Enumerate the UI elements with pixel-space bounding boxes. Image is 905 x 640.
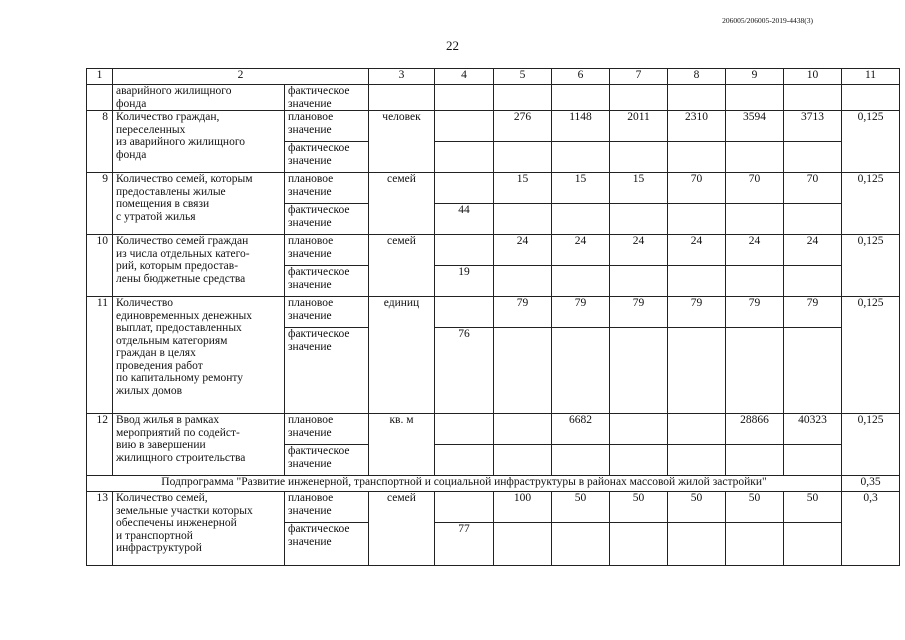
base-value: [435, 142, 494, 173]
unit: семей: [369, 235, 435, 297]
indicator-name: аварийного жилищного фонда: [113, 85, 285, 111]
plan-value: 79: [668, 297, 726, 328]
plan-value: 79: [726, 297, 784, 328]
plan-value: 40323: [784, 414, 842, 445]
weight: 0,3: [842, 492, 900, 566]
row-number: 13: [87, 492, 113, 566]
subprogram-weight: 0,35: [842, 476, 900, 492]
plan-value: 50: [784, 492, 842, 523]
plan-value: 79: [494, 297, 552, 328]
fact-value: [668, 204, 726, 235]
fact-value: [784, 85, 842, 111]
header-cell: 8: [668, 69, 726, 85]
plan-value: 24: [784, 235, 842, 266]
plan-value: 28866: [726, 414, 784, 445]
base-value: [435, 85, 494, 111]
unit: семей: [369, 173, 435, 235]
weight: 0,125: [842, 173, 900, 235]
unit: семей: [369, 492, 435, 566]
indicators-table: [86, 68, 900, 566]
fact-value: [552, 328, 610, 414]
fact-value: [610, 445, 668, 476]
fact-value: [668, 445, 726, 476]
plan-value: [610, 414, 668, 445]
fact-value: [494, 85, 552, 111]
fact-value: [784, 445, 842, 476]
plan-value: 79: [610, 297, 668, 328]
fact-value: [552, 204, 610, 235]
base-value: [435, 445, 494, 476]
header-cell: 9: [726, 69, 784, 85]
row-number: 11: [87, 297, 113, 414]
fact-value: [494, 204, 552, 235]
value-type: плановое значение: [285, 297, 369, 328]
plan-value: 2310: [668, 111, 726, 142]
fact-value: [784, 204, 842, 235]
value-type: плановое значение: [285, 492, 369, 523]
fact-value: [668, 142, 726, 173]
fact-value: [494, 142, 552, 173]
header-cell: 7: [610, 69, 668, 85]
value-type: фактическое значение: [285, 445, 369, 476]
base-value: [435, 414, 494, 445]
table-row: [87, 173, 900, 204]
base-value: [435, 492, 494, 523]
unit: человек: [369, 111, 435, 173]
unit: кв. м: [369, 414, 435, 476]
indicator-name: Количество семей, земельные участки которых обеспечены инженерной и транспортной инфраструктурой: [113, 492, 285, 566]
header-cell: 3: [369, 69, 435, 85]
plan-value: 50: [552, 492, 610, 523]
fact-value: [494, 445, 552, 476]
plan-value: 24: [726, 235, 784, 266]
fact-value: [784, 328, 842, 414]
table-row: [87, 85, 900, 111]
header-cell: 6: [552, 69, 610, 85]
page-number: 22: [446, 38, 459, 53]
row-number: [87, 85, 113, 111]
header-cell: 10: [784, 69, 842, 85]
fact-value: [784, 142, 842, 173]
plan-value: 24: [668, 235, 726, 266]
weight: 0,125: [842, 297, 900, 414]
fact-value: [610, 328, 668, 414]
row-number: 10: [87, 235, 113, 297]
fact-value: [726, 523, 784, 566]
value-type: плановое значение: [285, 111, 369, 142]
indicator-name: Ввод жилья в рамках мероприятий по содейст- вию в завершении жилищного строительства: [113, 414, 285, 476]
fact-value: [726, 445, 784, 476]
header-cell: 5: [494, 69, 552, 85]
value-type: фактическое значение: [285, 85, 369, 111]
fact-value: [726, 85, 784, 111]
fact-value: [494, 266, 552, 297]
fact-value: [784, 523, 842, 566]
base-value: 76: [435, 328, 494, 414]
plan-value: 3713: [784, 111, 842, 142]
weight: [842, 85, 900, 111]
value-type: фактическое значение: [285, 204, 369, 235]
value-type: плановое значение: [285, 173, 369, 204]
base-value: [435, 173, 494, 204]
table-row: [87, 492, 900, 523]
header-cell: 4: [435, 69, 494, 85]
fact-value: [552, 523, 610, 566]
plan-value: 24: [610, 235, 668, 266]
subprogram-title: Подпрограмма "Развитие инженерной, транспортной и социальной инфраструктуры в районах массовой жилой застройки": [87, 476, 842, 492]
header-row: [87, 69, 900, 85]
header-cell: 1: [87, 69, 113, 85]
unit: единиц: [369, 297, 435, 414]
fact-value: [610, 266, 668, 297]
plan-value: 15: [552, 173, 610, 204]
fact-value: [552, 85, 610, 111]
table-row: [87, 235, 900, 266]
value-type: фактическое значение: [285, 523, 369, 566]
indicator-name: Количество граждан, переселенных из аварийного жилищного фонда: [113, 111, 285, 173]
value-type: фактическое значение: [285, 266, 369, 297]
fact-value: [726, 266, 784, 297]
fact-value: [494, 328, 552, 414]
plan-value: 24: [494, 235, 552, 266]
value-type: плановое значение: [285, 414, 369, 445]
document-id: 206005/206005-2019-4438(3): [722, 16, 813, 25]
row-number: 9: [87, 173, 113, 235]
fact-value: [552, 142, 610, 173]
fact-value: [726, 328, 784, 414]
plan-value: 1148: [552, 111, 610, 142]
plan-value: 2011: [610, 111, 668, 142]
indicator-name: Количество семей, которым предоставлены жилые помещения в связи с утратой жилья: [113, 173, 285, 235]
fact-value: [668, 85, 726, 111]
value-type: плановое значение: [285, 235, 369, 266]
plan-value: 15: [494, 173, 552, 204]
fact-value: [610, 204, 668, 235]
fact-value: [610, 523, 668, 566]
plan-value: 50: [610, 492, 668, 523]
plan-value: 79: [784, 297, 842, 328]
fact-value: [668, 328, 726, 414]
indicator-name: Количество семей граждан из числа отдельных катего- рий, которым предостав- лены бюджетные средства: [113, 235, 285, 297]
indicator-name: Количество единовременных денежных выплат, предоставленных отдельным категориям граждан в целях проведения работ по капитальному ремонту жилых домов: [113, 297, 285, 414]
plan-value: 50: [726, 492, 784, 523]
plan-value: [668, 414, 726, 445]
plan-value: 70: [668, 173, 726, 204]
header-cell: 11: [842, 69, 900, 85]
fact-value: [668, 266, 726, 297]
fact-value: [610, 142, 668, 173]
plan-value: 70: [726, 173, 784, 204]
plan-value: 3594: [726, 111, 784, 142]
base-value: 44: [435, 204, 494, 235]
table-row: [87, 297, 900, 328]
value-type: фактическое значение: [285, 142, 369, 173]
weight: 0,125: [842, 235, 900, 297]
base-value: 19: [435, 266, 494, 297]
plan-value: 70: [784, 173, 842, 204]
plan-value: 50: [668, 492, 726, 523]
fact-value: [610, 85, 668, 111]
row-number: 12: [87, 414, 113, 476]
weight: 0,125: [842, 111, 900, 173]
fact-value: [552, 445, 610, 476]
value-type: фактическое значение: [285, 328, 369, 414]
fact-value: [726, 142, 784, 173]
fact-value: [494, 523, 552, 566]
fact-value: [726, 204, 784, 235]
row-number: 8: [87, 111, 113, 173]
base-value: 77: [435, 523, 494, 566]
fact-value: [552, 266, 610, 297]
plan-value: 15: [610, 173, 668, 204]
table-row: [87, 414, 900, 445]
plan-value: 276: [494, 111, 552, 142]
base-value: [435, 111, 494, 142]
table-row: [87, 111, 900, 142]
plan-value: [494, 414, 552, 445]
plan-value: 6682: [552, 414, 610, 445]
unit: [369, 85, 435, 111]
plan-value: 100: [494, 492, 552, 523]
base-value: [435, 235, 494, 266]
subprogram-row: [87, 476, 900, 492]
weight: 0,125: [842, 414, 900, 476]
fact-value: [668, 523, 726, 566]
base-value: [435, 297, 494, 328]
plan-value: 24: [552, 235, 610, 266]
fact-value: [784, 266, 842, 297]
header-cell: 2: [113, 69, 369, 85]
plan-value: 79: [552, 297, 610, 328]
